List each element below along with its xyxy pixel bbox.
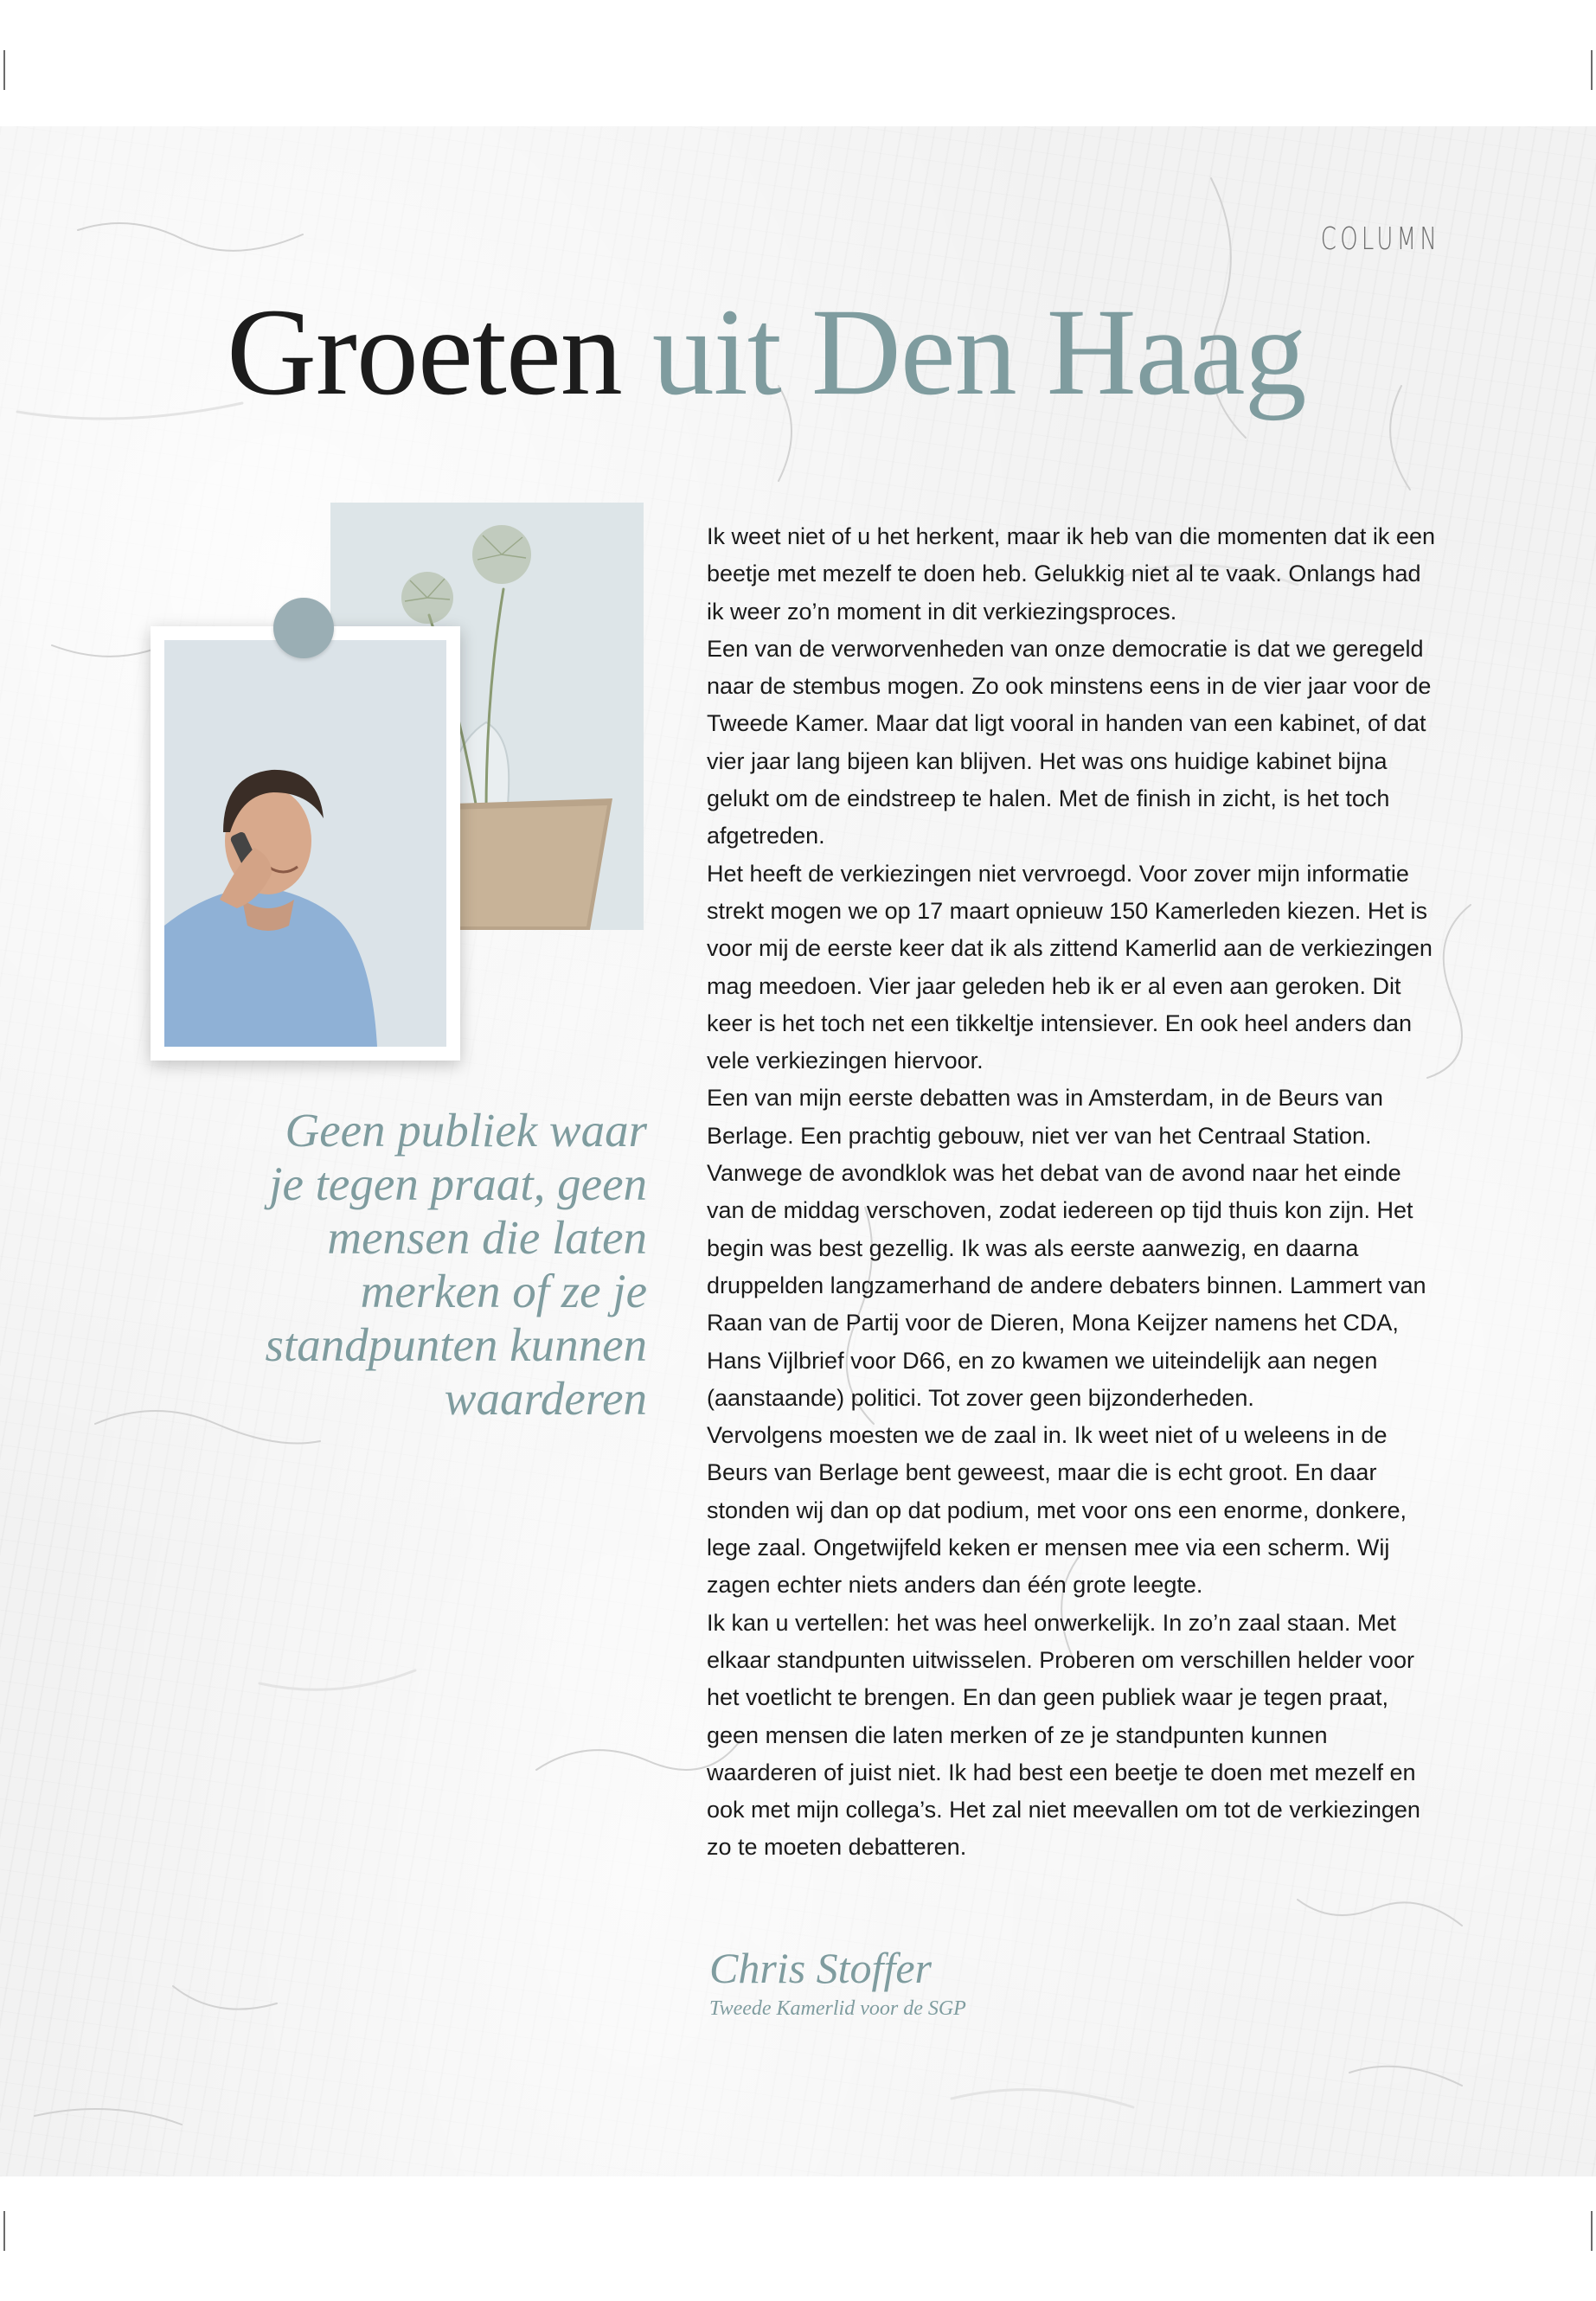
crop-mark-bottom-right [1591, 2211, 1593, 2251]
title-part-dark: Groeten [227, 284, 622, 421]
crop-mark-bottom-left [3, 2211, 5, 2251]
crop-mark-top-right [1591, 50, 1593, 90]
article-paragraph: Een van de verworvenheden van onze democratie is dat we geregeld naar de stembus mogen. Zo ook minstens eens in de vier jaar voor de Tweede Kamer. Maar dat ligt vooral in handen van een kabinet, of dat vier jaar lang bijeen kan blijven. Het was ons huidige kabinet bijna gelukt om de eindstreep te halen. Met de finish in zicht, is het toch afgetreden. [707, 635, 1432, 849]
page-title [227, 284, 1306, 421]
pin-icon [273, 598, 334, 658]
pull-quote: Geen publiek waar je tegen praat, geen mensen die laten merken of ze je standpunten kunnen waarderen [265, 1104, 647, 1425]
man-on-phone-image [164, 640, 446, 1047]
portrait-image [164, 640, 446, 1047]
article-paragraph: Het heeft de verkiezingen niet vervroegd. Voor zover mijn informatie strekt mogen we op 17 maart opnieuw 150 Kamerleden kiezen. Het is voor mij de eerste keer dat ik als zittend Kamerlid aan de verkiezingen mag meedoen. Vier jaar geleden heb ik er al even aan geroken. Dit keer is het toch net een tikkeltje intensiever. En ook heel anders dan vele verkiezingen hiervoor. [707, 860, 1433, 1074]
author-name: Chris Stoffer [709, 1944, 932, 1992]
crop-mark-top-left [3, 50, 5, 90]
magazine-page [0, 126, 1596, 2176]
article-paragraph: Ik weet niet of u het herkent, maar ik heb van die momenten dat ik een beetje met mezelf te doen heb. Gelukkig niet al te vaak. Onlangs had ik weer zo’n moment in dit verkiezingsproces. [707, 523, 1435, 625]
portrait-photo [151, 626, 460, 1061]
article-body [707, 518, 1442, 1867]
section-label: COLUMN [1320, 221, 1440, 257]
author-role: Tweede Kamerlid voor de SGP [709, 1997, 966, 2020]
article-paragraph: Ik kan u vertellen: het was heel onwerkelijk. In zo’n zaal staan. Met elkaar standpunten uitwisselen. Proberen om verschillen helder voor het voetlicht te brengen. En dan geen publiek waar je tegen praat, geen mensen die laten merken of ze je standpunten kunnen waarderen of juist niet. Ik had best een beetje te doen met mezelf en ook met mijn collega’s. Het zal niet meevallen om tot de verkiezingen zo te moeten debatteren. [707, 1609, 1420, 1861]
article-paragraph: Een van mijn eerste debatten was in Amsterdam, in de Beurs van Berlage. Een prachtig gebouw, niet ver van het Centraal Station. Vanwege de avondklok was het debat van de avond naar het einde van de middag verschoven, zodat iedereen op tijd thuis kon zijn. Het begin was best gezellig. Ik was als eerste aanwezig, en daarna druppelden langzamerhand de andere debaters binnen. Lammert van Raan van de Partij voor de Dieren, Mona Keijzer namens het CDA, Hans Vijlbrief voor D66, en zo kwamen we uiteindelijk aan negen (aanstaande) politici. Tot zover geen bijzonderheden. [707, 1085, 1426, 1411]
title-part-accent: uit Den Haag [651, 284, 1306, 421]
article-paragraph: Vervolgens moesten we de zaal in. Ik weet niet of u weleens in de Beurs van Berlage bent geweest, maar die is echt groot. En daar stonden wij dan op dat podium, met voor ons een enorme, donkere, lege zaal. Ongetwijfeld keken er mensen mee via een scherm. Wij zagen echter niets anders dan één grote leegte. [707, 1422, 1407, 1599]
